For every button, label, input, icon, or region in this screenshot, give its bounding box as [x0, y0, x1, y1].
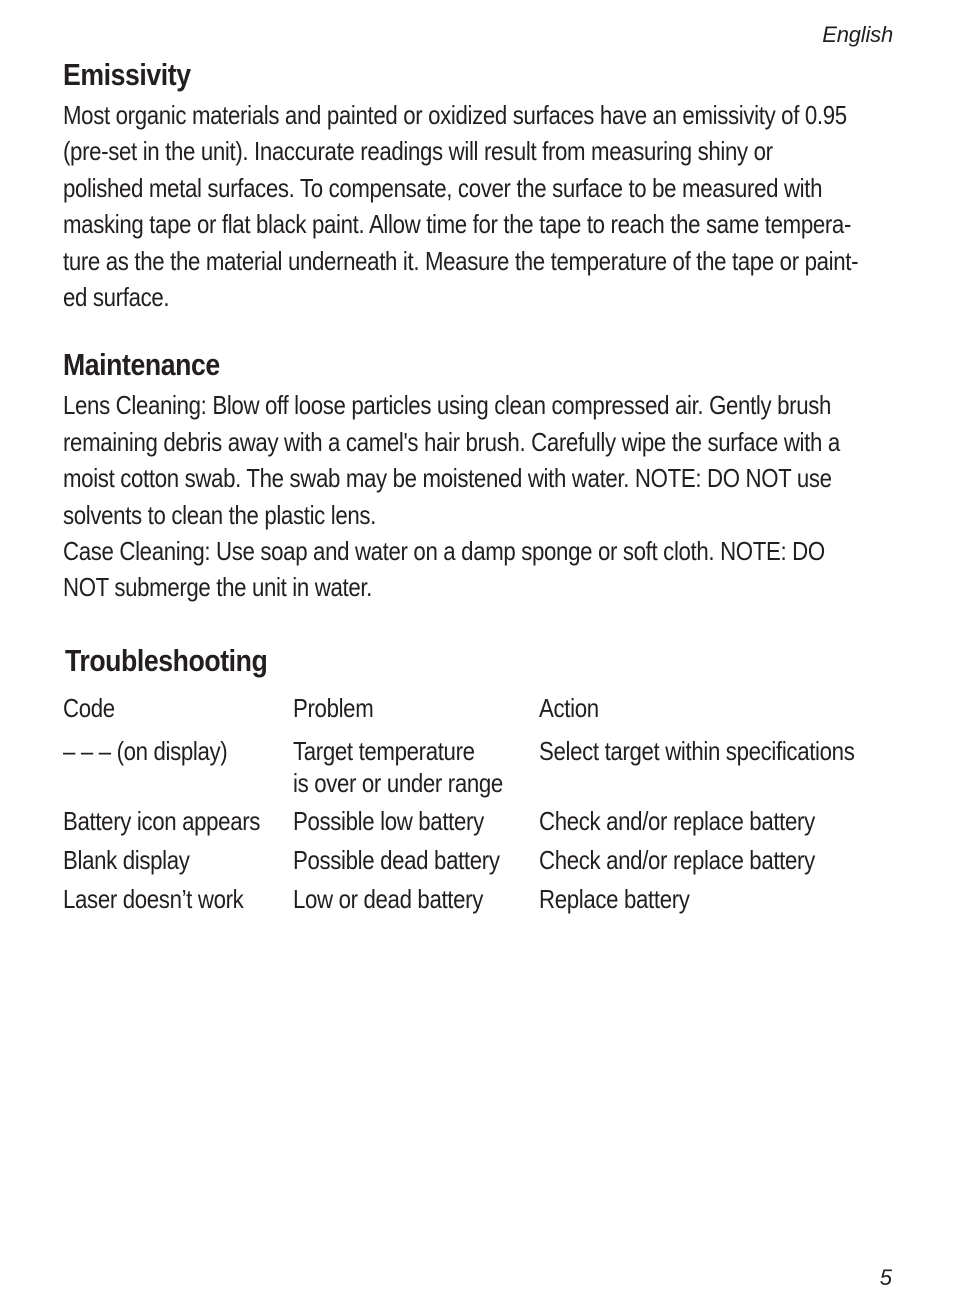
action-cell: [539, 805, 908, 844]
column-header-label: Action: [539, 692, 599, 723]
table-row: [63, 805, 908, 844]
emissivity-line: polished metal surfaces. To compensate, cover the surface to be measured with: [63, 172, 823, 203]
table-row: [63, 883, 908, 922]
code-text: Blank display: [63, 844, 190, 875]
code-cell: [63, 883, 293, 922]
maintenance-line: moist cotton swab. The swab may be moistened with water. NOTE: DO NOT use: [63, 463, 832, 494]
column-header-label: Code: [63, 692, 115, 723]
problem-text: Low or dead battery: [293, 883, 484, 914]
column-header-problem: [293, 692, 539, 735]
action-text: Check and/or replace battery: [539, 805, 815, 836]
emissivity-heading: Emissivity: [63, 57, 191, 92]
code-cell: [63, 844, 293, 883]
page-language-label: English: [822, 22, 893, 47]
table-row: [63, 844, 908, 883]
action-text: Select target within specifications: [539, 735, 855, 766]
column-header-action: [539, 692, 908, 735]
problem-cell: [293, 883, 539, 922]
action-cell: [539, 844, 908, 883]
emissivity-line: Most organic materials and painted or oxidized surfaces have an emissivity of 0.95: [63, 100, 847, 130]
troubleshooting-heading: Troubleshooting: [65, 642, 268, 678]
code-cell: [63, 805, 293, 844]
emissivity-paragraph: [63, 97, 893, 315]
page-number: 5: [879, 1265, 892, 1290]
column-header-label: Problem: [293, 692, 374, 723]
problem-text: Target temperature: [293, 735, 476, 766]
maintenance-section: [63, 346, 893, 605]
emissivity-line: ed surface.: [63, 282, 170, 313]
action-text: Check and/or replace battery: [539, 844, 815, 875]
code-text: Battery icon appears: [63, 805, 261, 836]
problem-text: Possible dead battery: [293, 844, 501, 875]
troubleshooting-table: [63, 692, 908, 922]
table-row: [63, 735, 908, 805]
maintenance-line: remaining debris away with a camel's hair brush. Carefully wipe the surface with a: [63, 426, 840, 457]
action-cell: [539, 883, 908, 922]
code-text: Laser doesn’t work: [63, 883, 244, 914]
emissivity-line: ture as the the material underneath it. Measure the temperature of the tape or paint-: [63, 245, 859, 276]
column-header-code: [63, 692, 293, 735]
problem-cell: [293, 735, 539, 805]
troubleshooting-section: [63, 642, 893, 922]
maintenance-line: Case Cleaning: Use soap and water on a damp sponge or soft cloth. NOTE: DO: [63, 536, 825, 567]
maintenance-paragraph: [63, 387, 893, 605]
emissivity-section: [63, 56, 893, 315]
maintenance-heading: Maintenance: [63, 347, 220, 383]
problem-text: is over or under range: [293, 767, 504, 798]
action-cell: [539, 735, 908, 805]
problem-cell: [293, 805, 539, 844]
table-header-row: [63, 692, 908, 735]
code-text: – – – (on display): [63, 735, 228, 766]
page-content: [63, 56, 893, 922]
problem-text: Possible low battery: [293, 805, 485, 836]
emissivity-line: masking tape or flat black paint. Allow time for the tape to reach the same tempera-: [63, 209, 852, 240]
maintenance-line: Lens Cleaning: Blow off loose particles using clean compressed air. Gently brush: [63, 390, 832, 421]
emissivity-line: (pre-set in the unit). Inaccurate readings will result from measuring shiny or: [63, 136, 773, 167]
action-text: Replace battery: [539, 883, 690, 914]
maintenance-line: solvents to clean the plastic lens.: [63, 499, 377, 530]
problem-cell: [293, 844, 539, 883]
maintenance-line: NOT submerge the unit in water.: [63, 572, 373, 603]
code-cell: [63, 735, 293, 805]
